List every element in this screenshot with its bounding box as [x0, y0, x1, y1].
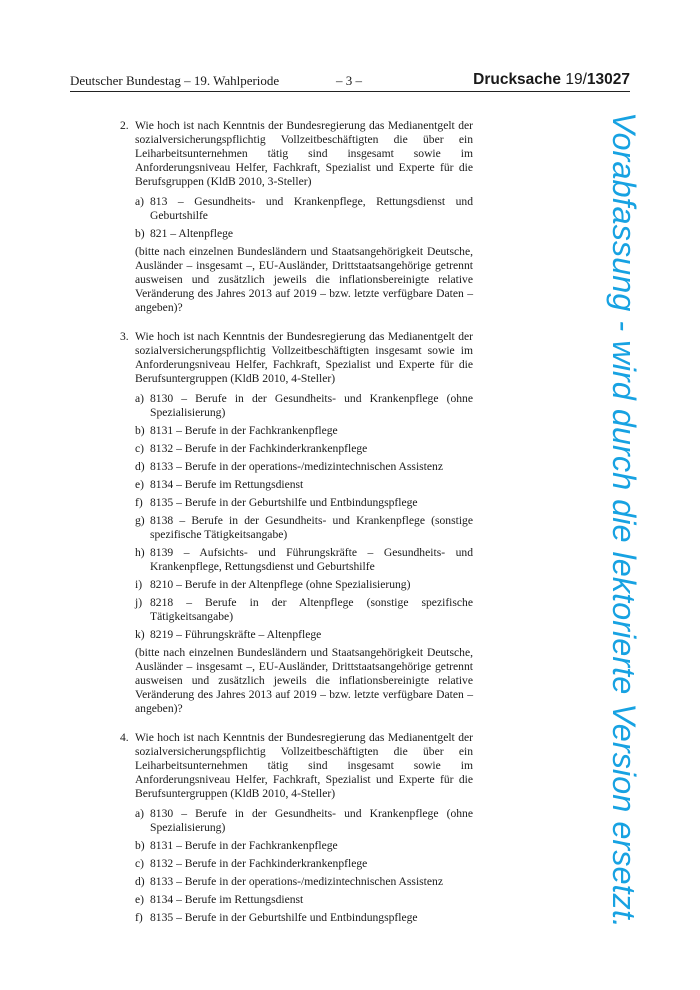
question-text: Wie hoch ist nach Kenntnis der Bundesregierung das Medianentgelt der sozialversicherungspflichtig Vollzeitbeschäftigten insgesamt sowie im Anforderungsniveau Helfer, Fachkraft, Spezialist und Experte für die Berufsuntergruppen (KldB 2010, 4-Steller) [135, 330, 473, 385]
item-marker: g) [135, 514, 145, 527]
item-text: 8131 – Berufe in der Fachkrankenpflege [150, 424, 338, 437]
list-item [135, 857, 473, 871]
question-text: Wie hoch ist nach Kenntnis der Bundesregierung das Medianentgelt der sozialversicherungspflichtig Vollzeitbeschäftigten die über ein Leiharbeitsunternehmen tätig sind insgesamt sowie im Anforderungsniveau Helfer, Fachkraft, Spezialist und Experte für die Berufsuntergruppen (KldB 2010, 4-Steller) [135, 731, 473, 800]
list-item [135, 578, 473, 592]
item-text: 8218 – Berufe in der Altenpflege (sonstige spezifische Tätigkeitsangabe) [150, 596, 473, 623]
item-marker: a) [135, 392, 145, 405]
item-marker: b) [135, 227, 145, 240]
item-text: 8133 – Berufe in der operations-/medizintechnischen Assistenz [150, 875, 443, 888]
question-note: (bitte nach einzelnen Bundesländern und Staatsangehörigkeit Deutsche, Ausländer – insgesamt –, EU-Ausländer, Drittstaatsangehörige getrennt ausweisen und zusätzlich jeweils die inflationsbereinigte relative Veränderung des Jahres 2013 auf 2019 – bzw. letzte verfügbare Daten – angeben)? [135, 646, 473, 715]
document-label: Drucksache [473, 71, 562, 88]
list-item [135, 893, 473, 907]
question-number: 4. [120, 731, 129, 744]
item-marker: k) [135, 628, 145, 641]
question-text: Wie hoch ist nach Kenntnis der Bundesregierung das Medianentgelt der sozialversicherungspflichtig Vollzeitbeschäftigten die über ein Leiharbeitsunternehmen tätig sind insgesamt sowie im Anforderungsniveau Helfer, Fachkraft, Spezialist und Experte für die Berufsgruppen (KldB 2010, 3-Steller) [135, 119, 473, 188]
header-divider [70, 91, 630, 92]
question-number: 2. [120, 119, 129, 132]
item-text: 8131 – Berufe in der Fachkrankenpflege [150, 839, 338, 852]
list-item [135, 911, 473, 925]
list-item [135, 628, 473, 642]
item-marker: c) [135, 442, 145, 455]
list-item [135, 460, 473, 474]
item-marker: b) [135, 839, 145, 852]
item-text: 8210 – Berufe in der Altenpflege (ohne Spezialisierung) [150, 578, 411, 591]
list-item [135, 546, 473, 574]
question-4 [120, 731, 473, 925]
item-text: 8132 – Berufe in der Fachkinderkrankenpflege [150, 442, 368, 455]
item-text: 8130 – Berufe in der Gesundheits- und Krankenpflege (ohne Spezialisierung) [150, 807, 473, 834]
item-text: 821 – Altenpflege [150, 227, 234, 240]
item-text: 8135 – Berufe in der Geburtshilfe und Entbindungspflege [150, 911, 418, 924]
list-item [135, 478, 473, 492]
question-number: 3. [120, 330, 129, 343]
item-text: 8135 – Berufe in der Geburtshilfe und Entbindungspflege [150, 496, 418, 509]
item-marker: f) [135, 911, 143, 924]
item-marker: i) [135, 578, 143, 591]
item-marker: d) [135, 875, 145, 888]
item-text: 8130 – Berufe in der Gesundheits- und Krankenpflege (ohne Spezialisierung) [150, 392, 473, 419]
item-marker: a) [135, 195, 145, 208]
item-marker: j) [135, 596, 143, 609]
list-item [135, 195, 473, 223]
item-marker: c) [135, 857, 145, 870]
item-text: 8132 – Berufe in der Fachkinderkrankenpflege [150, 857, 368, 870]
item-text: 8133 – Berufe in der operations-/medizintechnischen Assistenz [150, 460, 443, 473]
question-note: (bitte nach einzelnen Bundesländern und Staatsangehörigkeit Deutsche, Ausländer – insgesamt –, EU-Ausländer, Drittstaatsangehörige getrennt ausweisen und zusätzlich jeweils die inflationsbereinigte relative Veränderung des Jahres 2013 auf 2019 – bzw. letzte verfügbare Daten – angeben)? [135, 245, 473, 314]
item-text: 8219 – Führungskräfte – Altenpflege [150, 628, 322, 641]
item-marker: h) [135, 546, 145, 559]
list-item [135, 514, 473, 542]
list-item [135, 227, 473, 241]
item-text: 8138 – Berufe in der Gesundheits- und Krankenpflege (sonstige spezifische Tätigkeitsangabe) [150, 514, 473, 541]
list-item [135, 875, 473, 889]
item-marker: d) [135, 460, 145, 473]
question-3 [120, 330, 473, 716]
questions-list [120, 119, 473, 940]
list-item [135, 596, 473, 624]
item-text: 8139 – Aufsichts- und Führungskräfte – Gesundheits- und Krankenpflege, Rettungsdienst und Geburtshilfe [150, 546, 473, 573]
list-item [135, 496, 473, 510]
list-item [135, 392, 473, 420]
page-number: – 3 – [336, 73, 362, 88]
page-header [70, 73, 630, 89]
list-item [135, 424, 473, 438]
item-marker: b) [135, 424, 145, 437]
document-number [473, 71, 630, 89]
list-item [135, 839, 473, 853]
item-text: 813 – Gesundheits- und Krankenpflege, Rettungsdienst und Geburtshilfe [150, 195, 473, 222]
list-item [135, 442, 473, 456]
question-2 [120, 119, 473, 315]
header-parliament-term: Deutscher Bundestag – 19. Wahlperiode [70, 73, 280, 88]
item-text: 8134 – Berufe im Rettungsdienst [150, 478, 304, 491]
item-marker: e) [135, 478, 145, 491]
item-marker: f) [135, 496, 143, 509]
document-number-prefix: 19/ [565, 71, 587, 88]
item-marker: e) [135, 893, 145, 906]
list-item [135, 807, 473, 835]
draft-watermark: Vorabfassung - wird durch die lektorierte Version ersetzt. [606, 112, 642, 928]
document-number-value: 13027 [586, 71, 630, 88]
item-marker: a) [135, 807, 145, 820]
item-text: 8134 – Berufe im Rettungsdienst [150, 893, 304, 906]
